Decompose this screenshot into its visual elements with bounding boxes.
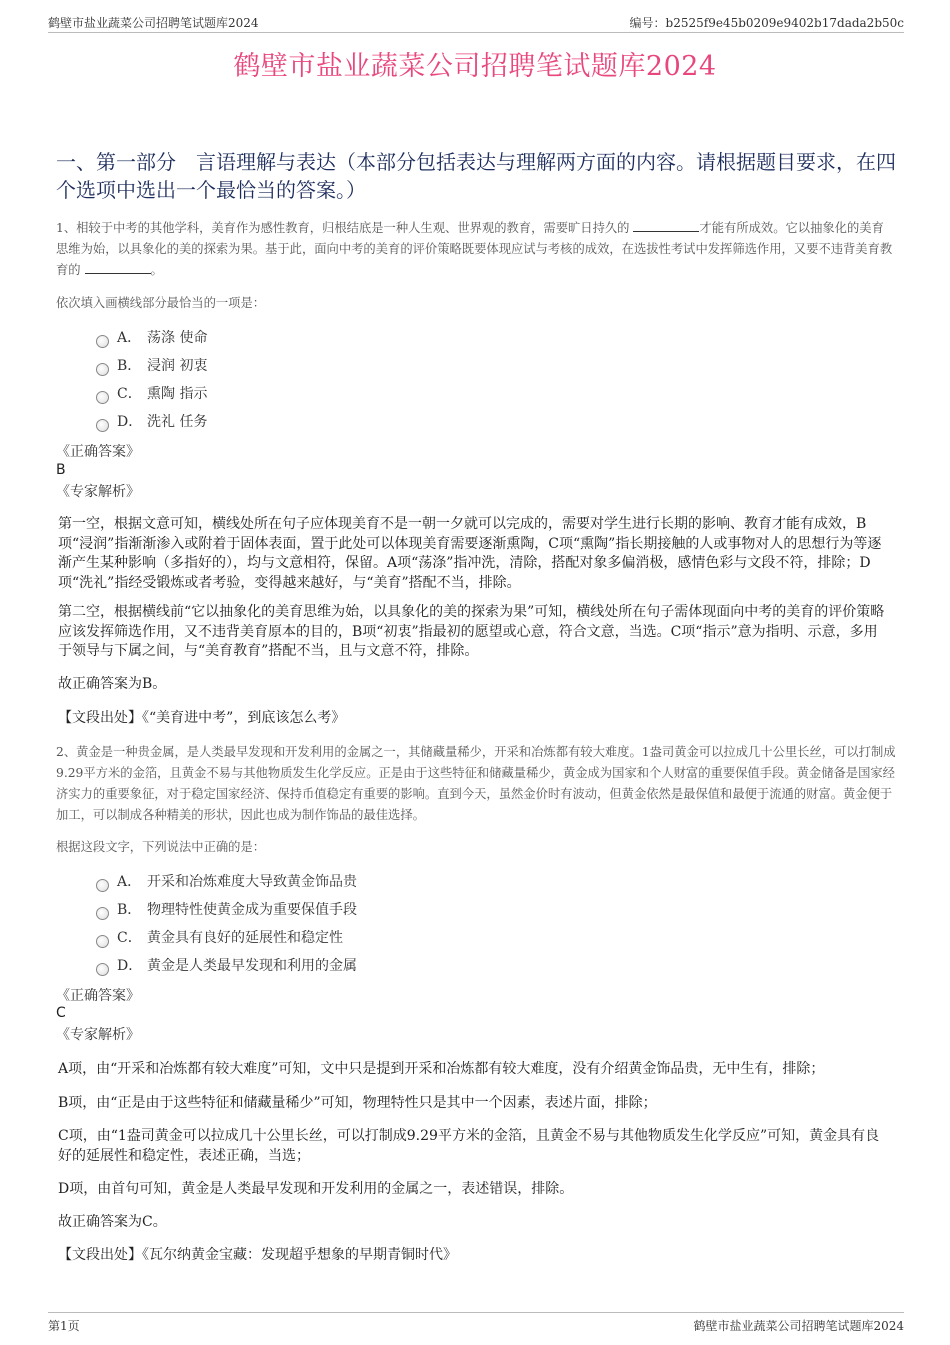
page-header [48,14,904,33]
option-b[interactable]: B． 浸润 初衷 [96,352,207,380]
blank-line [633,221,699,232]
answer-value: C [56,1005,66,1021]
radio-icon[interactable] [96,419,109,432]
footer-title: 鹤壁市盐业蔬菜公司招聘笔试题库2024 [693,1319,904,1333]
analysis-paragraph: D项，由首句可知，黄金是人类最早发现和开发利用的金属之一，表述错误，排除。 [58,1181,574,1197]
radio-icon[interactable] [96,335,109,348]
analysis-label: 《专家解析》 [56,484,140,500]
document-title: 鹤壁市盐业蔬菜公司招聘笔试题库2024 [233,51,717,82]
analysis-paragraph: 第一空，根据文意可知，横线处所在句子应体现美育不是一朝一夕就可以完成的，需要对学生进行长期的影响、教育才能有成效，B项“浸润”指渐渐渗入或附着于固体表面，置于此处可以体现美育需要逐渐熏陶，C项“熏陶”指长期接触的人或事物对人的思想行为等逐渐产生某种影响（多指好的），均与文意相符，保留。A项“荡涤”指冲洗，清除，搭配对象多偏消极，感情色彩与文段不符，排除；D项“洗礼”指经受锻炼或者考验，变得越来越好，与“美育”搭配不当，排除。 [58,516,882,591]
option-a[interactable]: A． 开采和冶炼难度大导致黄金饰品贵 [96,868,357,896]
answer-label: 《正确答案》 [56,444,140,460]
page-footer [48,1312,904,1335]
option-a[interactable]: A． 荡涤 使命 [96,324,207,352]
page-number: 第1页 [48,1319,80,1333]
answer-value: B [56,462,66,478]
section-heading: 一、第一部分 言语理解与表达（本部分包括表达与理解两方面的内容。请根据题目要求，在四个选项中选出一个最恰当的答案。） [56,150,896,202]
question-1-instruction: 依次填入画横线部分最恰当的一项是： [56,296,266,310]
question-1-options [96,324,207,436]
question-1-text: 1、相较于中考的其他学科，美育作为感性教育，归根结底是一种人生观、世界观的教育，需要旷日持久的 才能有所成效。它以抽象化的美育思维为始，以具象化的美的探索为果。基于此，面向中考的美育的评价策略既要体现应试与考核的成效，在选拔性考试中发挥筛选作用，又要不违背美育教育的 。 [56,221,893,277]
header-title: 鹤壁市盐业蔬菜公司招聘笔试题库2024 [48,16,259,30]
analysis-paragraph: B项，由“正是由于这些特征和储藏量稀少”可知，物理特性只是其中一个因素，表述片面，排除； [58,1095,657,1111]
analysis-paragraph: A项，由“开采和冶炼都有较大难度”可知，文中只是提到开采和冶炼都有较大难度，没有介绍黄金饰品贵，无中生有，排除； [58,1061,825,1077]
question-2-options [96,868,357,980]
blank-line [85,263,151,274]
radio-icon[interactable] [96,363,109,376]
source-citation: 【文段出处】《瓦尔纳黄金宝藏：发现超乎想象的早期青铜时代》 [58,1247,457,1263]
source-citation: 【文段出处】《“美育进中考”，到底该怎么考》 [58,710,346,726]
analysis-paragraph: 第二空，根据横线前“它以抽象化的美育思维为始，以具象化的美的探索为果”可知，横线处所在句子需体现面向中考的美育的评价策略应该发挥筛选作用，又不违背美育原本的目的，B项“初衷”指最初的愿望或心意，符合文意，当选。C项“指示”意为指明、示意，多用于领导与下属之间，与“美育教育”搭配不当，且与文意不符，排除。 [58,604,885,659]
radio-icon[interactable] [96,391,109,404]
analysis-label: 《专家解析》 [56,1027,140,1043]
option-c[interactable]: C． 熏陶 指示 [96,380,207,408]
radio-icon[interactable] [96,935,109,948]
header-serial: 编号：b2525f9e45b0209e9402b17dada2b50c [629,16,904,30]
radio-icon[interactable] [96,879,109,892]
radio-icon[interactable] [96,963,109,976]
question-2-text: 2、黄金是一种贵金属，是人类最早发现和开发利用的金属之一，其储藏量稀少，开采和冶炼都有较大难度。1盎司黄金可以拉成几十公里长丝，可以打制成9.29平方米的金箔，且黄金不易与其他物质发生化学反应。正是由于这些特征和储藏量稀少，黄金成为国家和个人财富的重要保值手段。黄金储备是国家经济实力的重要象征，对于稳定国家经济、保持币值稳定有重要的影响。直到今天，虽然金价时有波动，但黄金依然是最保值和最便于流通的财富。黄金便于加工，可以制成各种精美的形状，因此也成为制作饰品的最佳选择。 [56,745,896,822]
question-2-instruction: 根据这段文字，下列说法中正确的是： [56,840,266,854]
analysis-conclusion: 故正确答案为C。 [58,1214,167,1230]
radio-icon[interactable] [96,907,109,920]
analysis-conclusion: 故正确答案为B。 [58,676,167,692]
option-c[interactable]: C． 黄金具有良好的延展性和稳定性 [96,924,357,952]
analysis-paragraph: C项，由“1盎司黄金可以拉成几十公里长丝，可以打制成9.29平方米的金箔，且黄金不易与其他物质发生化学反应”可知，黄金具有良好的延展性和稳定性，表述正确，当选； [58,1128,880,1164]
option-d[interactable]: D． 洗礼 任务 [96,408,207,436]
option-b[interactable]: B． 物理特性使黄金成为重要保值手段 [96,896,357,924]
answer-label: 《正确答案》 [56,988,140,1004]
option-d[interactable]: D． 黄金是人类最早发现和利用的金属 [96,952,357,980]
